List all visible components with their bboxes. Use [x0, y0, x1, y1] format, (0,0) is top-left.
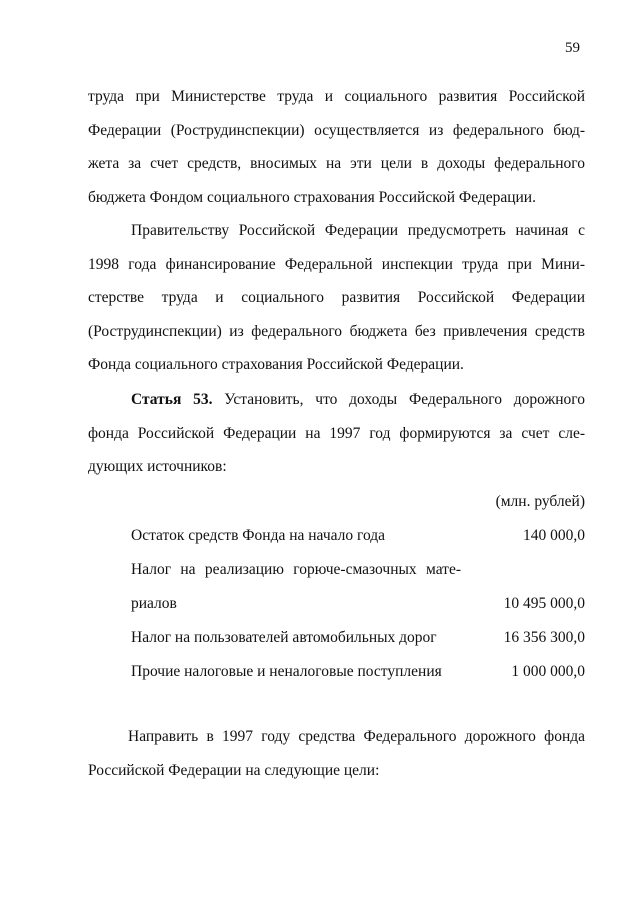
text-line: труда при Министерстве труда и социального развития Российской — [88, 88, 585, 105]
paragraph-direct-funds — [88, 720, 585, 787]
paragraph-government — [88, 214, 585, 382]
text-line: Фонда социального страхования Российской Федерации. — [88, 356, 464, 373]
row-label: Остаток средств Фонда на начало года — [131, 527, 386, 544]
article-heading: Статья 53. — [131, 391, 213, 408]
row-amount: 10 495 000,0 — [503, 595, 585, 612]
text-line: Направить в 1997 году средства Федерального дорожного фонда — [128, 728, 585, 745]
table-row — [88, 655, 585, 689]
table-row — [88, 587, 585, 621]
text-line: фонда Российской Федерации на 1997 год формируются за счет сле- — [88, 424, 585, 442]
revenue-table — [88, 485, 585, 689]
table-row — [88, 553, 585, 587]
row-label: Прочие налоговые и неналоговые поступления — [131, 663, 442, 680]
row-label: риалов — [131, 595, 177, 612]
table-row — [88, 621, 585, 655]
text-line: 1998 года финансирование Федеральной инспекции труда при Мини- — [88, 255, 585, 273]
row-amount: 140 000,0 — [523, 527, 585, 544]
unit-label: (млн. рублей) — [495, 493, 585, 510]
text-line: дующих источников: — [88, 458, 227, 475]
text-line: бюджета Фондом социального страхования Российской Федерации. — [88, 188, 536, 206]
text-line — [88, 383, 585, 417]
row-label: Налог на реализацию горюче-смазочных мате- — [131, 561, 461, 578]
text-line: (Рострудинспекции) из федерального бюджета без привлечения средств — [88, 322, 585, 340]
text-line: стерстве труда и социального развития Российской Федерации — [88, 289, 585, 306]
text-line: жета за счет средств, вносимых на эти цели в доходы федерального — [88, 155, 585, 172]
text-line: Правительству Российской Федерации предусмотреть начиная с — [131, 222, 585, 239]
table-row — [88, 519, 585, 553]
row-amount: 16 356 300,0 — [503, 629, 585, 646]
row-label: Налог на пользователей автомобильных дорог — [131, 629, 437, 646]
paragraph-continued — [88, 80, 585, 214]
article-text: Установить, что доходы Федерального дорожного — [224, 391, 585, 408]
page-number: 59 — [565, 40, 580, 56]
text-line: Федерации (Рострудинспекции) осуществляется из федерального бюд- — [88, 121, 585, 139]
article-53 — [88, 383, 585, 484]
row-amount: 1 000 000,0 — [511, 663, 585, 680]
text-line: Российской Федерации на следующие цели: — [88, 761, 380, 779]
